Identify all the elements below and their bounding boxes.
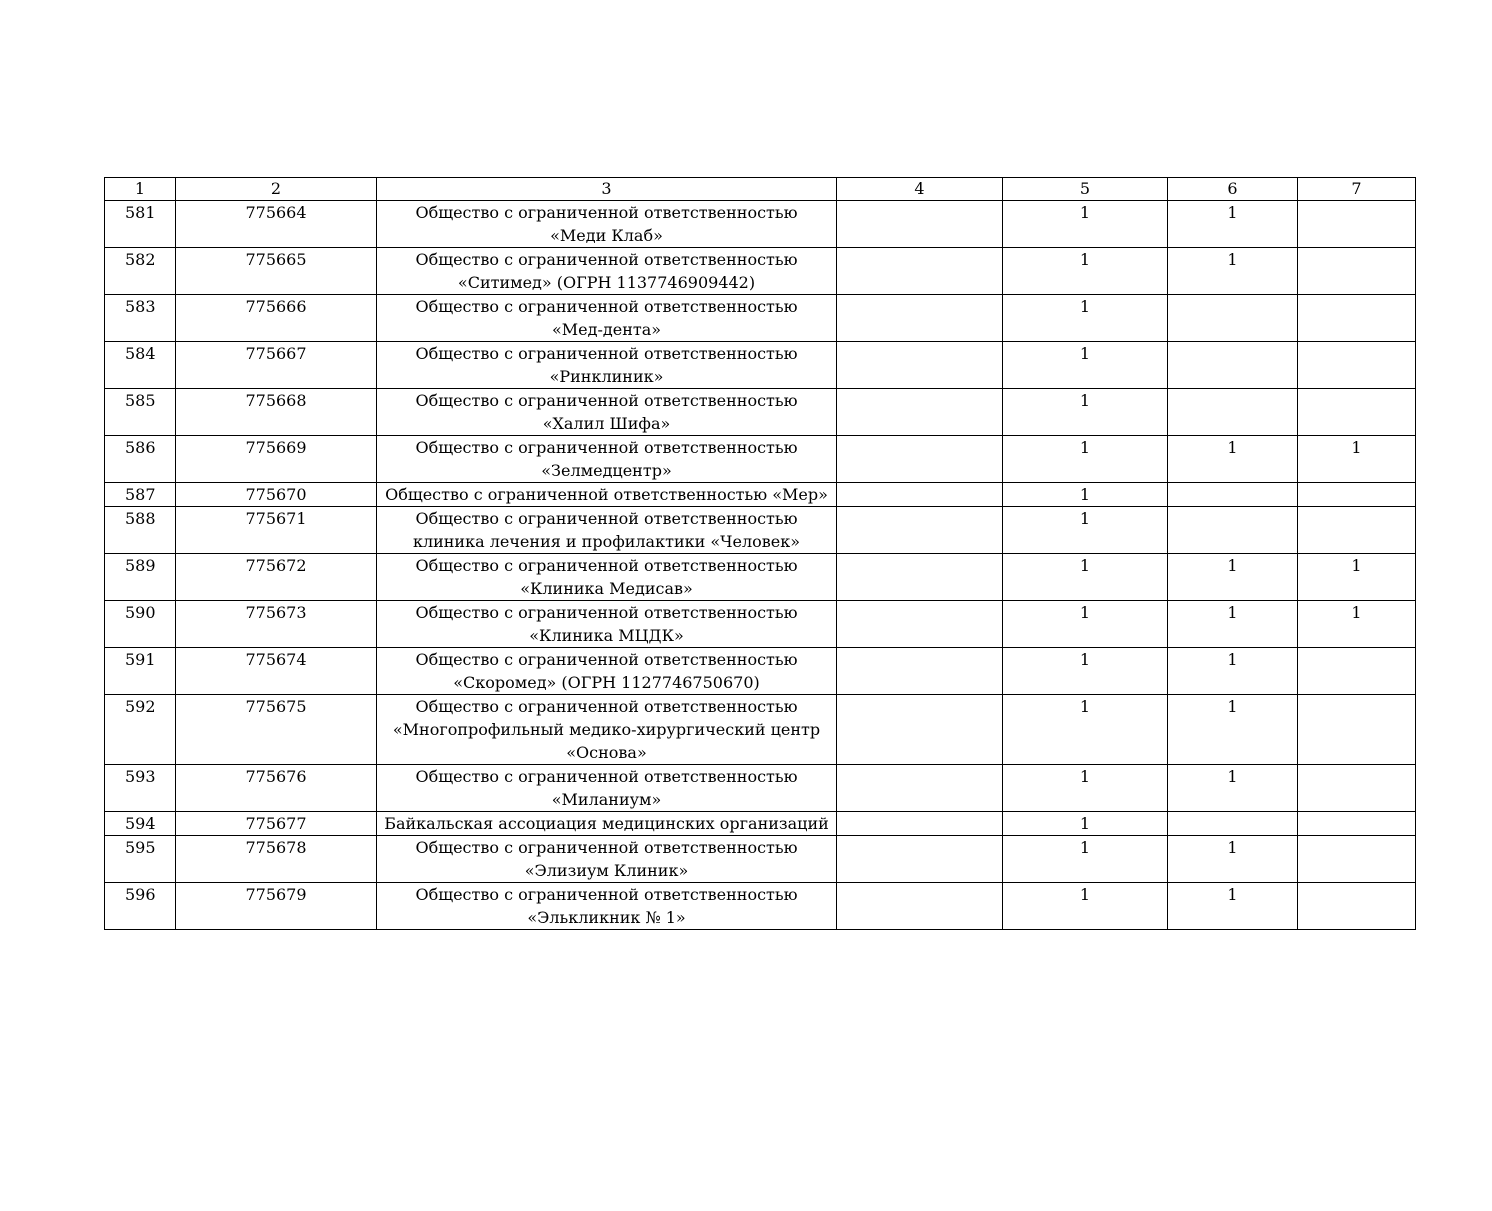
column-5-cell: 1 bbox=[1003, 342, 1168, 389]
code-cell: 775668 bbox=[176, 389, 377, 436]
column-7-cell: 1 bbox=[1298, 601, 1416, 648]
code-cell: 775674 bbox=[176, 648, 377, 695]
organization-name-cell: Байкальская ассоциация медицинских организаций bbox=[377, 812, 837, 836]
column-7-cell: 1 bbox=[1298, 436, 1416, 483]
code-cell: 775678 bbox=[176, 836, 377, 883]
column-5-cell: 1 bbox=[1003, 248, 1168, 295]
column-4-cell bbox=[837, 836, 1003, 883]
code-cell: 775666 bbox=[176, 295, 377, 342]
column-5-cell: 1 bbox=[1003, 836, 1168, 883]
column-4-cell bbox=[837, 554, 1003, 601]
header-cell-4: 4 bbox=[837, 178, 1003, 201]
column-6-cell: 1 bbox=[1168, 695, 1298, 765]
row-number-cell: 587 bbox=[105, 483, 176, 507]
table-row bbox=[105, 389, 1416, 436]
table-row bbox=[105, 554, 1416, 601]
column-6-cell: 1 bbox=[1168, 836, 1298, 883]
table-row bbox=[105, 695, 1416, 765]
column-7-cell bbox=[1298, 295, 1416, 342]
row-number-cell: 588 bbox=[105, 507, 176, 554]
column-4-cell bbox=[837, 765, 1003, 812]
column-4-cell bbox=[837, 648, 1003, 695]
column-6-cell bbox=[1168, 483, 1298, 507]
column-7-cell bbox=[1298, 507, 1416, 554]
row-number-cell: 583 bbox=[105, 295, 176, 342]
column-5-cell: 1 bbox=[1003, 601, 1168, 648]
header-cell-6: 6 bbox=[1168, 178, 1298, 201]
column-5-cell: 1 bbox=[1003, 507, 1168, 554]
column-4-cell bbox=[837, 601, 1003, 648]
column-4-cell bbox=[837, 295, 1003, 342]
code-cell: 775677 bbox=[176, 812, 377, 836]
column-5-cell: 1 bbox=[1003, 765, 1168, 812]
table-row bbox=[105, 295, 1416, 342]
organization-name-cell: Общество с ограниченной ответственностью «Ситимед» (ОГРН 1137746909442) bbox=[377, 248, 837, 295]
column-5-cell: 1 bbox=[1003, 295, 1168, 342]
column-5-cell: 1 bbox=[1003, 483, 1168, 507]
column-4-cell bbox=[837, 248, 1003, 295]
column-5-cell: 1 bbox=[1003, 389, 1168, 436]
row-number-cell: 585 bbox=[105, 389, 176, 436]
code-cell: 775672 bbox=[176, 554, 377, 601]
organization-name-cell: Общество с ограниченной ответственностью «Многопрофильный медико-хирургический центр «Основа» bbox=[377, 695, 837, 765]
organization-name-cell: Общество с ограниченной ответственностью «Клиника МЦДК» bbox=[377, 601, 837, 648]
column-6-cell bbox=[1168, 295, 1298, 342]
column-4-cell bbox=[837, 483, 1003, 507]
column-6-cell bbox=[1168, 507, 1298, 554]
column-4-cell bbox=[837, 507, 1003, 554]
table-row bbox=[105, 836, 1416, 883]
row-number-cell: 596 bbox=[105, 883, 176, 930]
code-cell: 775676 bbox=[176, 765, 377, 812]
table-row bbox=[105, 436, 1416, 483]
header-cell-7: 7 bbox=[1298, 178, 1416, 201]
table-row bbox=[105, 601, 1416, 648]
row-number-cell: 581 bbox=[105, 201, 176, 248]
table-row bbox=[105, 883, 1416, 930]
column-6-cell: 1 bbox=[1168, 436, 1298, 483]
column-4-cell bbox=[837, 695, 1003, 765]
row-number-cell: 590 bbox=[105, 601, 176, 648]
header-cell-2: 2 bbox=[176, 178, 377, 201]
code-cell: 775673 bbox=[176, 601, 377, 648]
column-5-cell: 1 bbox=[1003, 883, 1168, 930]
organization-name-cell: Общество с ограниченной ответственностью «Элькликник № 1» bbox=[377, 883, 837, 930]
column-6-cell: 1 bbox=[1168, 554, 1298, 601]
table-row bbox=[105, 648, 1416, 695]
table-row bbox=[105, 507, 1416, 554]
organization-name-cell: Общество с ограниченной ответственностью «Скоромед» (ОГРН 1127746750670) bbox=[377, 648, 837, 695]
column-5-cell: 1 bbox=[1003, 812, 1168, 836]
table-row bbox=[105, 342, 1416, 389]
column-4-cell bbox=[837, 389, 1003, 436]
header-cell-5: 5 bbox=[1003, 178, 1168, 201]
header-row bbox=[105, 178, 1416, 201]
column-7-cell bbox=[1298, 695, 1416, 765]
column-6-cell bbox=[1168, 342, 1298, 389]
row-number-cell: 593 bbox=[105, 765, 176, 812]
row-number-cell: 592 bbox=[105, 695, 176, 765]
organization-name-cell: Общество с ограниченной ответственностью «Зелмедцентр» bbox=[377, 436, 837, 483]
table-row bbox=[105, 812, 1416, 836]
organization-name-cell: Общество с ограниченной ответственностью «Миланиум» bbox=[377, 765, 837, 812]
table-row bbox=[105, 765, 1416, 812]
code-cell: 775670 bbox=[176, 483, 377, 507]
header-cell-3: 3 bbox=[377, 178, 837, 201]
code-cell: 775675 bbox=[176, 695, 377, 765]
column-7-cell bbox=[1298, 765, 1416, 812]
column-6-cell: 1 bbox=[1168, 765, 1298, 812]
row-number-cell: 589 bbox=[105, 554, 176, 601]
organization-name-cell: Общество с ограниченной ответственностью клиника лечения и профилактики «Человек» bbox=[377, 507, 837, 554]
column-7-cell bbox=[1298, 342, 1416, 389]
column-7-cell bbox=[1298, 836, 1416, 883]
organization-name-cell: Общество с ограниченной ответственностью «Клиника Медисав» bbox=[377, 554, 837, 601]
column-7-cell bbox=[1298, 648, 1416, 695]
column-7-cell bbox=[1298, 201, 1416, 248]
column-7-cell bbox=[1298, 389, 1416, 436]
row-number-cell: 586 bbox=[105, 436, 176, 483]
row-number-cell: 591 bbox=[105, 648, 176, 695]
column-4-cell bbox=[837, 436, 1003, 483]
organization-name-cell: Общество с ограниченной ответственностью «Мер» bbox=[377, 483, 837, 507]
code-cell: 775667 bbox=[176, 342, 377, 389]
table-row bbox=[105, 201, 1416, 248]
code-cell: 775671 bbox=[176, 507, 377, 554]
organization-name-cell: Общество с ограниченной ответственностью «Мед-дента» bbox=[377, 295, 837, 342]
column-7-cell bbox=[1298, 483, 1416, 507]
code-cell: 775664 bbox=[176, 201, 377, 248]
code-cell: 775669 bbox=[176, 436, 377, 483]
column-6-cell: 1 bbox=[1168, 248, 1298, 295]
code-cell: 775665 bbox=[176, 248, 377, 295]
table-row bbox=[105, 483, 1416, 507]
column-6-cell bbox=[1168, 812, 1298, 836]
code-cell: 775679 bbox=[176, 883, 377, 930]
column-5-cell: 1 bbox=[1003, 436, 1168, 483]
column-4-cell bbox=[837, 201, 1003, 248]
column-7-cell: 1 bbox=[1298, 554, 1416, 601]
column-7-cell bbox=[1298, 248, 1416, 295]
column-4-cell bbox=[837, 883, 1003, 930]
table-header bbox=[105, 178, 1416, 201]
organization-name-cell: Общество с ограниченной ответственностью «Халил Шифа» bbox=[377, 389, 837, 436]
table-body bbox=[105, 201, 1416, 930]
column-5-cell: 1 bbox=[1003, 554, 1168, 601]
column-4-cell bbox=[837, 812, 1003, 836]
column-6-cell: 1 bbox=[1168, 648, 1298, 695]
column-7-cell bbox=[1298, 812, 1416, 836]
row-number-cell: 584 bbox=[105, 342, 176, 389]
organization-name-cell: Общество с ограниченной ответственностью «Элизиум Клиник» bbox=[377, 836, 837, 883]
row-number-cell: 595 bbox=[105, 836, 176, 883]
column-6-cell: 1 bbox=[1168, 883, 1298, 930]
registry-table bbox=[104, 177, 1416, 930]
column-6-cell: 1 bbox=[1168, 201, 1298, 248]
row-number-cell: 582 bbox=[105, 248, 176, 295]
column-4-cell bbox=[837, 342, 1003, 389]
column-5-cell: 1 bbox=[1003, 648, 1168, 695]
column-5-cell: 1 bbox=[1003, 201, 1168, 248]
organization-name-cell: Общество с ограниченной ответственностью «Ринклиник» bbox=[377, 342, 837, 389]
table-row bbox=[105, 248, 1416, 295]
header-cell-1: 1 bbox=[105, 178, 176, 201]
column-7-cell bbox=[1298, 883, 1416, 930]
organization-name-cell: Общество с ограниченной ответственностью «Меди Клаб» bbox=[377, 201, 837, 248]
column-6-cell bbox=[1168, 389, 1298, 436]
column-6-cell: 1 bbox=[1168, 601, 1298, 648]
row-number-cell: 594 bbox=[105, 812, 176, 836]
column-5-cell: 1 bbox=[1003, 695, 1168, 765]
